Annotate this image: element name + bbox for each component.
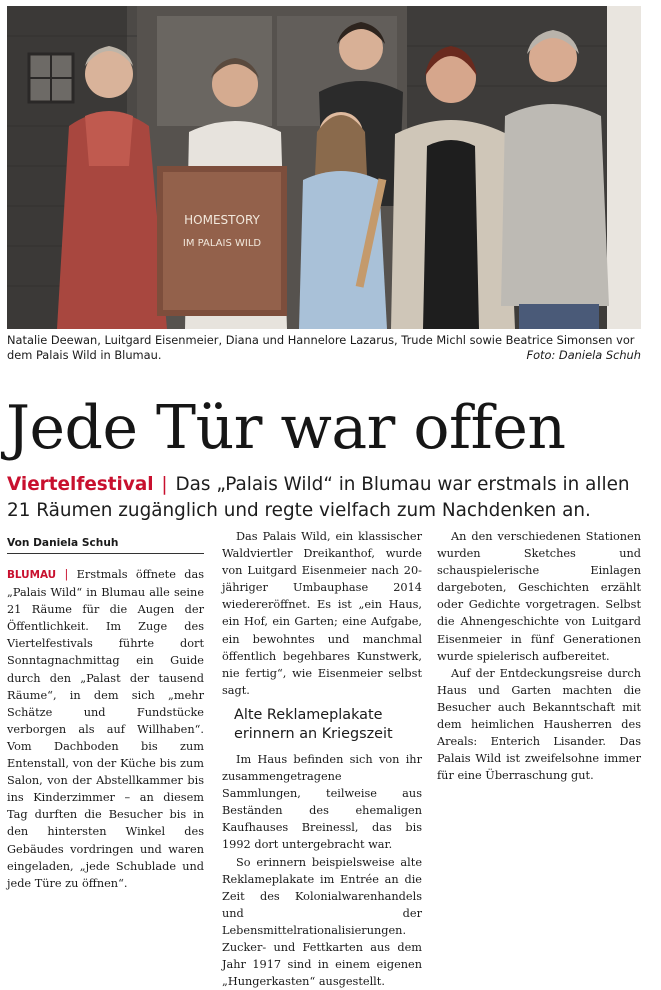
paragraph-3: Im Haus befinden sich von ihr zusammengetragene Sammlungen, teilweise aus Beständen des ehemaligen Kaufhauses Breinessl, das bis 1992 dort untergebracht war. [222,751,422,854]
deck [7,472,647,524]
photo-credit: Foto: Daniela Schuh [527,348,641,363]
lead-text: Erstmals öffnete das „Palais Wild“ in Blumau alle seine 21 Räume für die Augen der Öffentlichkeit. Im Zuge des Viertelfestivals führte dort Sonntagnachmittag ein Guide durch den „Palast der tausend Räume“, in dem sich „mehr Schätze und Fundstücke verborgen als auf Willhaben“. Vom Dachboden bis zum Entenstall, von der Küche bis zum Salon, von der Abstellkammer bis ins Kinderzimmer – an diesem Tag durften die Besucher bis in den hintersten Winkel des Gebäudes vordringen und waren eingeladen, „jede Schublade und jede Türe zu öffnen“. [7,568,204,890]
caption-text: Natalie Deewan, Luitgard Eisenmeier, Diana und Hannelore Lazarus, Trude Michl sowie Beatrice Simonsen vor dem Palais Wild in Blumau. [7,333,634,362]
kicker: Viertelfestival [7,474,154,495]
poster-line-1: HOMESTORY [184,213,260,227]
lead-paragraph [7,566,204,892]
paragraph-2: Das Palais Wild, ein klassischer Waldviertler Dreikanthof, wurde von Luitgard Eisenmeier nach 20-jähriger Umbauphase 2014 wiedereröffnet. Es ist „ein Haus, ein Hof, ein Garten; eine Aufgabe, ein bewohntes und manchmal öffentlich begehbares Kunstwerk, nie fertig“, wie Eisenmeier selbst sagt. [222,528,422,699]
paragraph-6: Auf der Entdeckungsreise durch Haus und Garten machten die Besucher auch Bekanntschaft mit dem heimlichen Hausherren des Areals: Enterich Lisander. Das Palais Wild ist zweifelsohne immer für eine Überraschung gut. [437,665,641,785]
location-label: BLUMAU [7,569,56,581]
photo-caption [7,333,641,363]
group-photo [7,6,641,329]
poster-line-2: IM PALAIS WILD [183,238,262,249]
kicker-separator: | [159,474,169,495]
article-column-3 [437,528,641,784]
byline: Von Daniela Schuh [7,536,204,554]
article-column-1 [7,566,204,892]
paragraph-5: An den verschiedenen Stationen wurden Sketches und schauspielerische Einlagen dargeboten, Geschichten erzählt oder Gedichte vorgetragen. Selbst die Ahnengeschichte von Luitgard Eisenmeier in fünf Generationen wurde spielerisch aufbereitet. [437,528,641,665]
deck-text: Das „Palais Wild“ in Blumau war erstmals in allen 21 Räumen zugänglich und regte vielfach zum Nachdenken an. [7,474,630,521]
paragraph-4: So erinnern beispielsweise alte Reklameplakate im Entrée an die Zeit des Kolonialwarenhandels und der Lebensmittelrationalisierungen. Zucker- und Fettkarten aus dem Jahr 1917 sind in einem eigenen „Hungerkasten“ ausgestellt. [222,854,422,990]
location-separator: | [64,568,68,581]
subheading: Alte Reklameplakate erinnern an Kriegszeit [234,706,422,744]
headline: Jede Tür war offen [6,388,566,468]
